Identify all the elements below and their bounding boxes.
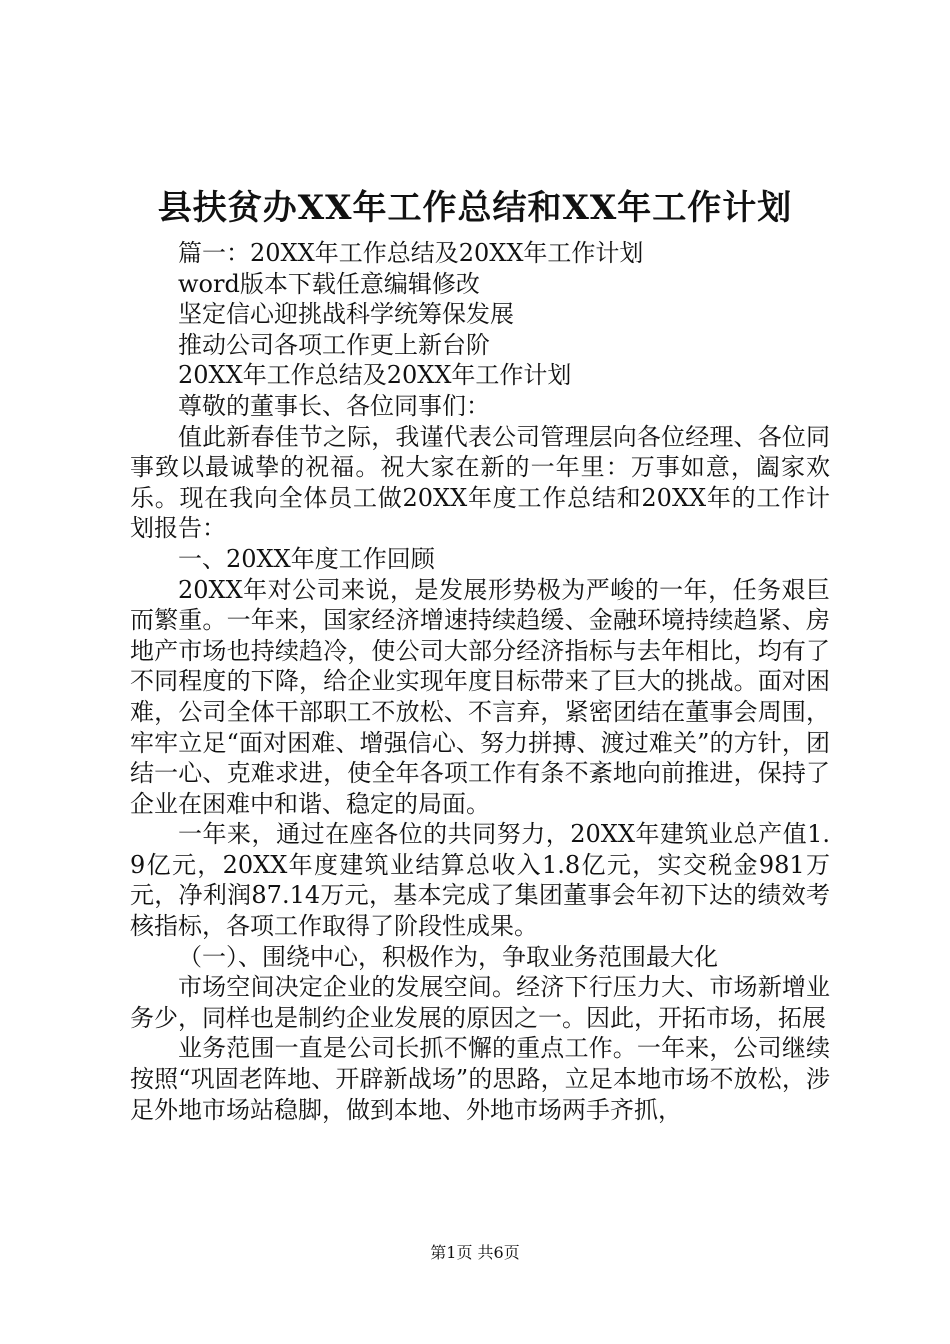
paragraph: 坚定信心迎挑战科学统筹保发展 (178, 300, 514, 329)
paragraph: 推动公司各项工作更上新台阶 (178, 330, 490, 359)
paragraph: 尊敬的董事长、各位同事们： (178, 391, 490, 420)
paragraph: 值此新春佳节之际，我谨代表公司管理层向各位经理、各位同事致以最诚挚的祝福。祝大家在新的一年里：万事如意，阖家欢乐。现在我向全体员工做20XX年度工作总结和20XX年的工作计划报告： (130, 422, 830, 543)
document-body (130, 238, 830, 1125)
document-title: 县扶贫办XX年工作总结和XX年工作计划 (157, 188, 793, 228)
paragraph: word版本下载任意编辑修改 (178, 269, 480, 298)
paragraph: 市场空间决定企业的发展空间。经济下行压力大、市场新增业务少，同样也是制约企业发展的原因之一。因此，开拓市场，拓展 (130, 973, 830, 1032)
section-heading: 一、20XX年度工作回顾 (178, 544, 435, 573)
subsection-heading: （一）、围绕中心，积极作为，争取业务范围最大化 (178, 942, 718, 971)
page-footer: 第1页 共6页 (430, 1243, 520, 1262)
paragraph: 一年来，通过在座各位的共同努力，20XX年建筑业总产值1.9亿元，20XX年度建筑业结算总收入1.8亿元，实交税金981万元，净利润87.14万元，基本完成了集团董事会年初下达的绩效考核指标，各项工作取得了阶段性成果。 (130, 820, 830, 941)
paragraph: 业务范围一直是公司长抓不懈的重点工作。一年来，公司继续按照“巩固老阵地、开辟新战场”的思路，立足本地市场不放松，涉足外地市场站稳脚，做到本地、外地市场两手齐抓， (130, 1034, 830, 1124)
paragraph: 20XX年对公司来说，是发展形势极为严峻的一年，任务艰巨而繁重。一年来，国家经济增速持续趋缓、金融环境持续趋紧、房地产市场也持续趋冷，使公司大部分经济指标与去年相比，均有了不同程度的下降，给企业实现年度目标带来了巨大的挑战。面对困难，公司全体干部职工不放松、不言弃，紧密团结在董事会周围，牢牢立足“面对困难、增强信心、努力拼搏、渡过难关”的方针，团结一心、克难求进，使全年各项工作有条不紊地向前推进，保持了企业在困难中和谐、稳定的局面。 (130, 575, 830, 818)
paragraph: 20XX年工作总结及20XX年工作计划 (178, 361, 572, 390)
paragraph: 篇一：20XX年工作总结及20XX年工作计划 (178, 239, 644, 267)
